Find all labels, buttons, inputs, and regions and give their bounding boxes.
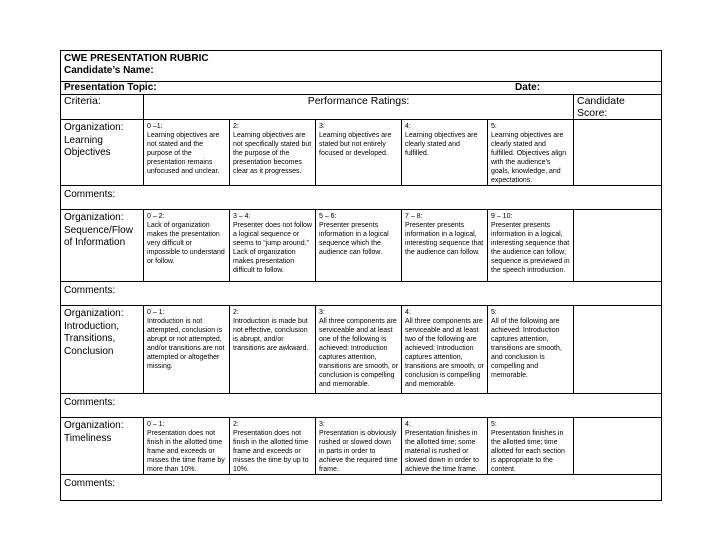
- rating-text: Introduction is not attempted, conclusion is abrupt or not attempted, and/or transitions are not attempted or altogether missing.: [147, 318, 225, 370]
- rating-text: All of the following are achieved: Introduction captures attention, transitions are smooth, and conclusion is compelling and memorable.: [491, 318, 562, 379]
- rating-cell: [144, 306, 230, 394]
- rating-text: Learning objectives are not stated and the purpose of the presentation remains unfocused and unclear.: [147, 132, 220, 175]
- comments-row: [61, 394, 662, 418]
- rubric-table: [60, 50, 662, 501]
- rating-score: 3:: [319, 123, 325, 130]
- comments-row: [61, 475, 662, 501]
- comments-row: [61, 186, 662, 210]
- rubric-row-sequence-flow: [61, 210, 662, 282]
- criteria-cell: Organization: Introduction, Transitions, Conclusion: [61, 306, 144, 394]
- rating-score: 3:: [319, 421, 325, 428]
- header-row: [61, 95, 662, 120]
- rating-text: Learning objectives are clearly stated and fulfilled. Objectives align with the audience’s goals, knowledge, and expectations.: [491, 132, 567, 184]
- score-cell[interactable]: [574, 120, 662, 186]
- rating-text: Presentation finishes in the allotted time; some material is rushed or slowed down in order to achieve the time frame.: [405, 430, 479, 473]
- topic-cell[interactable]: [61, 82, 662, 95]
- score-cell[interactable]: [574, 418, 662, 475]
- criteria-cell: Organization: Sequence/Flow of Information: [61, 210, 144, 282]
- rating-text: Presentation does not finish in the allotted time frame and exceeds or misses the time frame by more than 10%.: [147, 430, 225, 473]
- title-cell: [61, 51, 662, 82]
- rating-text: Presenter presents information in a logical sequence which the audience can follow.: [319, 222, 389, 256]
- criteria-cell: Organization: Learning Objectives: [61, 120, 144, 186]
- rating-text: Lack of organization makes the presentation very difficult or impossible to understand or follow.: [147, 222, 225, 265]
- rating-score: 9 – 10:: [491, 213, 513, 220]
- rating-score: 5:: [491, 123, 497, 130]
- criteria-header: Criteria:: [61, 95, 144, 120]
- rating-score: 0 – 1:: [147, 421, 165, 428]
- rating-text: Learning objectives are not specifically stated but the purpose of the presentation becomes clear as it progresses.: [233, 132, 312, 175]
- comments-cell[interactable]: Comments:: [61, 475, 662, 501]
- score-cell[interactable]: [574, 306, 662, 394]
- title-row: [61, 51, 662, 82]
- rating-cell: [488, 120, 574, 186]
- rating-score: 7 – 8:: [405, 213, 423, 220]
- rating-score: 4:: [405, 123, 411, 130]
- rating-cell: [230, 120, 316, 186]
- rating-cell: [230, 210, 316, 282]
- rating-score: 2:: [233, 421, 239, 428]
- rating-cell: [488, 418, 574, 475]
- rating-score: 2:: [233, 123, 239, 130]
- rating-cell: [144, 120, 230, 186]
- rating-cell: [488, 306, 574, 394]
- rating-cell: [402, 120, 488, 186]
- comments-cell[interactable]: Comments:: [61, 282, 662, 306]
- rating-text: Introduction is made but not effective, conclusion is abrupt, and/or transitions are awkward.: [233, 318, 309, 352]
- rating-score: 4:: [405, 309, 411, 316]
- comments-cell[interactable]: Comments:: [61, 186, 662, 210]
- rating-cell: [230, 418, 316, 475]
- rating-cell: [230, 306, 316, 394]
- topic-row: [61, 82, 662, 95]
- rubric-row-learning-objectives: [61, 120, 662, 186]
- rating-cell: [402, 210, 488, 282]
- rubric-row-intro-transitions-conclusion: [61, 306, 662, 394]
- rating-score: 5 – 6:: [319, 213, 337, 220]
- score-cell[interactable]: [574, 210, 662, 282]
- presentation-topic-label: Presentation Topic:: [64, 82, 157, 93]
- rating-text: Presentation does not finish in the allotted time frame and exceeds or misses the time by up to 10%.: [233, 430, 309, 473]
- performance-header: Performance Ratings:: [144, 95, 574, 120]
- rating-score: 0 – 1:: [147, 309, 165, 316]
- rating-cell: [144, 418, 230, 475]
- rating-cell: [488, 210, 574, 282]
- rating-text: Learning objectives are clearly stated and fulfilled.: [405, 132, 478, 157]
- rating-text: Presenter presents information in a logical, interesting sequence that the audience can follow.: [405, 222, 484, 256]
- rating-cell: [316, 210, 402, 282]
- rating-cell: [144, 210, 230, 282]
- rating-score: 3:: [319, 309, 325, 316]
- rating-cell: [316, 306, 402, 394]
- rating-score: 0 –1:: [147, 123, 163, 130]
- date-label: Date:: [515, 82, 541, 93]
- rating-score: 2:: [233, 309, 239, 316]
- rubric-row-timeliness: [61, 418, 662, 475]
- rating-text: All three components are serviceable and at least two of the following are achieved: Introduction captures attention, transitions are smooth, or conclusion is compelling and memorable.: [405, 318, 484, 388]
- rating-text: Presentation finishes in the allotted time; time allotted for each section is appropriate to the content.: [491, 430, 565, 473]
- rating-cell: [402, 418, 488, 475]
- rating-cell: [402, 306, 488, 394]
- rating-text: Presentation is obviously rushed or slowed down in parts in order to achieve the required time frame.: [319, 430, 398, 473]
- rating-score: 0 – 2:: [147, 213, 165, 220]
- criteria-cell: Organization: Timeliness: [61, 418, 144, 475]
- candidate-name-label[interactable]: Candidate’s Name:: [64, 65, 154, 76]
- rating-score: 3 – 4:: [233, 213, 251, 220]
- rating-score: 4:: [405, 421, 411, 428]
- score-header: Candidate Score:: [574, 95, 662, 120]
- rating-cell: [316, 418, 402, 475]
- rubric-title: CWE PRESENTATION RUBRIC: [64, 53, 209, 64]
- comments-row: [61, 282, 662, 306]
- rating-score: 5:: [491, 309, 497, 316]
- rating-text: All three components are serviceable and at least one of the following is achieved: Introduction captures attention, transitions are smooth, or conclusion is compelling and memorable.: [319, 318, 398, 388]
- rating-text: Presenter does not follow a logical sequence or seems to “jump around.” Lack of organization makes presentation difficult to follow.: [233, 222, 312, 274]
- rating-score: 5:: [491, 421, 497, 428]
- rating-text: Presenter presents information in a logical, interesting sequence that the audience can follow; sequence is previewed in the speech introduction.: [491, 222, 570, 274]
- rating-cell: [316, 120, 402, 186]
- rating-text: Learning objectives are stated but not entirely focused or developed.: [319, 132, 392, 157]
- comments-cell[interactable]: Comments:: [61, 394, 662, 418]
